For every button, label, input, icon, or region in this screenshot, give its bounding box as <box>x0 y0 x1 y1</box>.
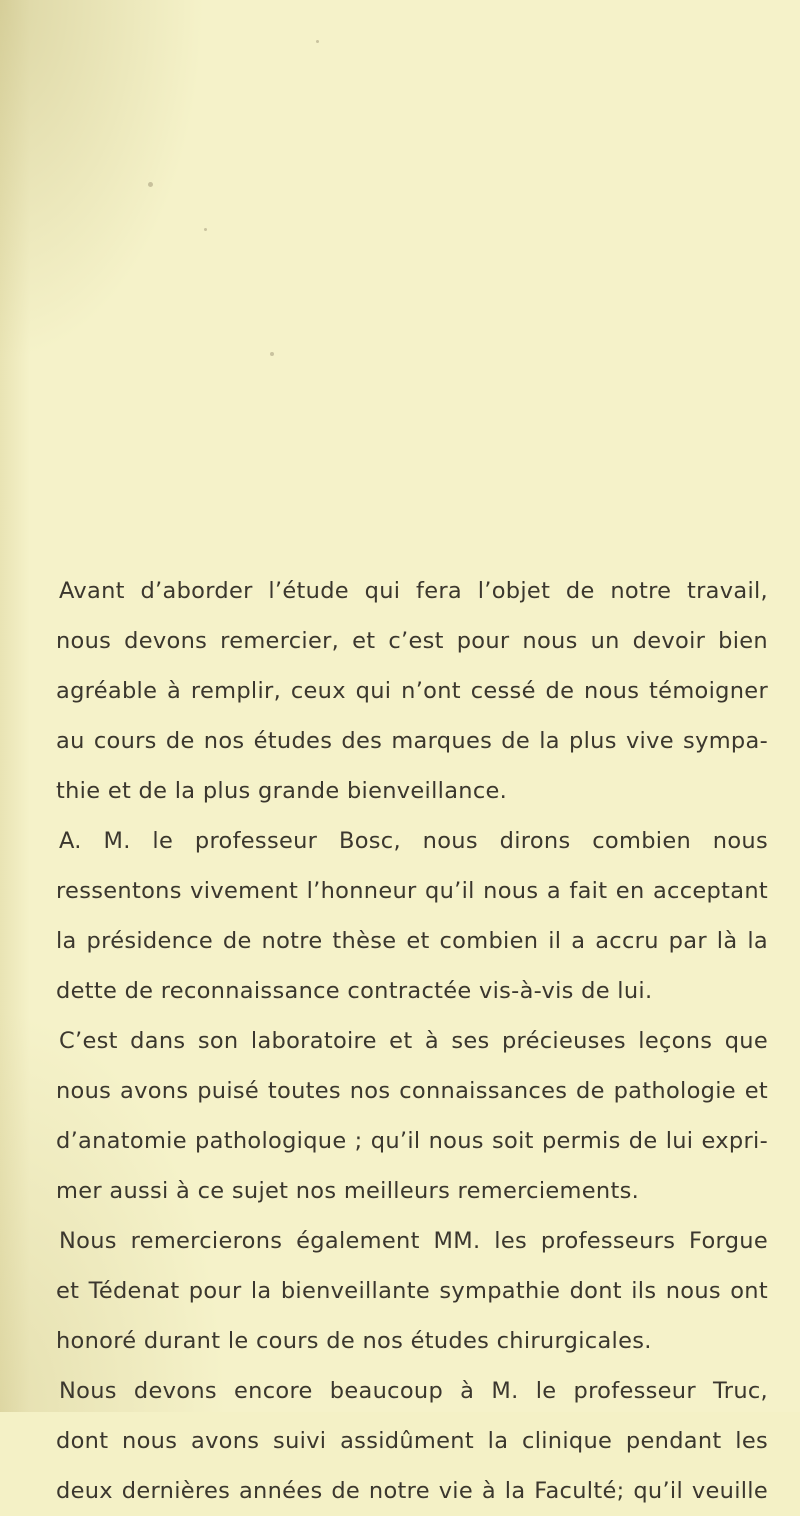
text-line: nous avons puisé toutes nos connaissances de pathologie et <box>56 1078 768 1104</box>
text-line: au cours de nos études des marques de la plus vive sympa- <box>56 728 768 754</box>
text-line: et Tédenat pour la bienveillante sympathie dont ils nous ont <box>56 1278 768 1304</box>
paper-speck <box>204 228 207 231</box>
text-line: C’est dans son laboratoire et à ses précieuses leçons que <box>59 1028 768 1054</box>
text-line: A. M. le professeur Bosc, nous dirons combien nous <box>59 828 768 854</box>
text-line: mer aussi à ce sujet nos meilleurs remerciements. <box>56 1178 640 1204</box>
text-line: ressentons vivement l’honneur qu’il nous a fait en acceptant <box>56 878 768 904</box>
text-line: agréable à remplir, ceux qui n’ont cessé de nous témoigner <box>56 678 768 704</box>
text-line: Nous remercierons également MM. les professeurs Forgue <box>59 1228 768 1254</box>
text-line: Nous devons encore beaucoup à M. le professeur Truc, <box>59 1378 768 1404</box>
text-line: thie et de la plus grande bienveillance. <box>56 778 508 804</box>
text-line: la présidence de notre thèse et combien il a accru par là la <box>56 928 768 954</box>
text-line: Avant d’aborder l’étude qui fera l’objet de notre travail, <box>59 578 768 604</box>
text-line: nous devons remercier, et c’est pour nous un devoir bien <box>56 628 768 654</box>
paper-speck <box>316 40 319 43</box>
text-line: dette de reconnaissance contractée vis-à-vis de lui. <box>56 978 653 1004</box>
text-line: d’anatomie pathologique ; qu’il nous soit permis de lui expri- <box>56 1128 768 1154</box>
text-line: honoré durant le cours de nos études chirurgicales. <box>56 1328 652 1354</box>
text-line: deux dernières années de notre vie à la Faculté; qu’il veuille <box>56 1478 768 1504</box>
text-line: dont nous avons suivi assidûment la clinique pendant les <box>56 1428 768 1454</box>
paper-speck <box>270 352 274 356</box>
paper-speck <box>148 182 153 187</box>
body-text <box>56 566 768 1516</box>
